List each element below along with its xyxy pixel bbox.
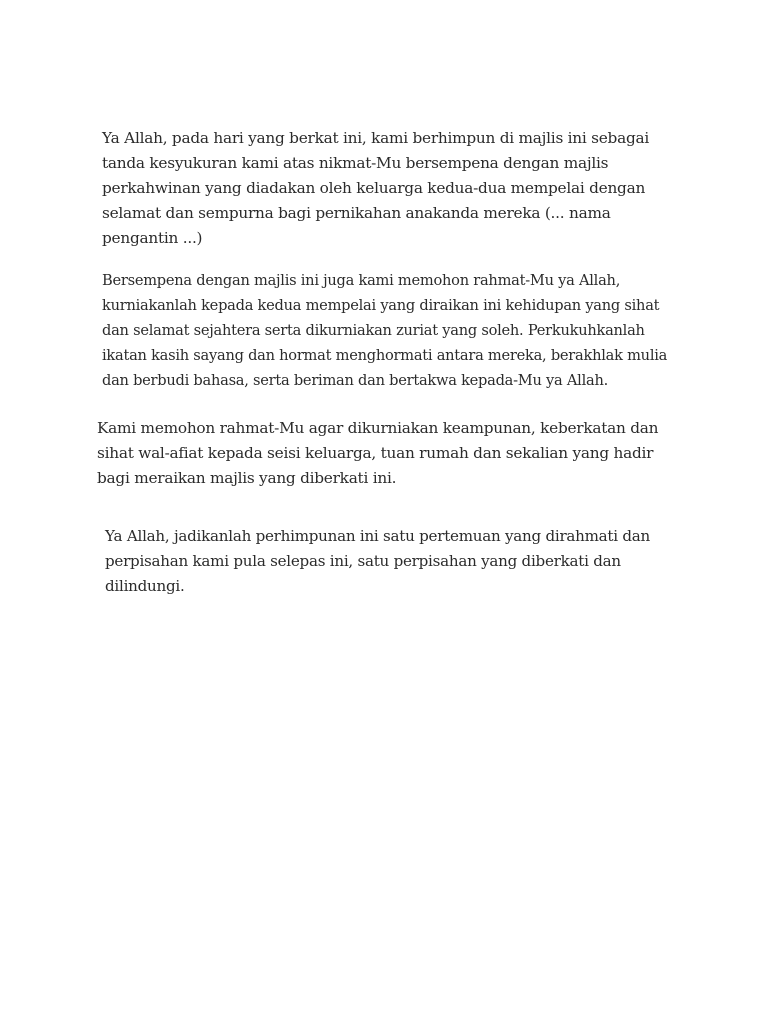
paragraph-opening-prayer: Ya Allah, pada hari yang berkat ini, kami berhimpun di majlis ini sebagai tanda kesyukuran kami atas nikmat-Mu bersempena dengan majlis perkahwinan yang diadakan oleh keluarga kedua-dua mempelai dengan selamat dan sempurna bagi pernikahan anakanda mereka (... nama pengantin ...)	[102, 129, 650, 247]
paragraph-blessing-couple: Bersempena dengan majlis ini juga kami memohon rahmat-Mu ya Allah, kurniakanlah kepada kedua mempelai yang diraikan ini kehidupan yang sihat dan selamat sejahtera serta dikurniakan zuriat yang soleh. Perkukuhkanlah ikatan kasih sayang dan hormat menghormati antara mereka, berakhlak mulia dan berbudi bahasa, serta beriman dan bertakwa kepada-Mu ya Allah.	[102, 272, 668, 389]
paragraph-closing-prayer: Ya Allah, jadikanlah perhimpunan ini satu pertemuan yang dirahmati dan perpisahan kami pula selepas ini, satu perpisahan yang diberkati dan dilindungi.	[105, 527, 651, 595]
paragraph-family-blessing: Kami memohon rahmat-Mu agar dikurniakan keampunan, keberkatan dan sihat wal-afiat kepada seisi keluarga, tuan rumah dan sekalian yang hadir bagi meraikan majlis yang diberkati ini.	[97, 419, 659, 487]
